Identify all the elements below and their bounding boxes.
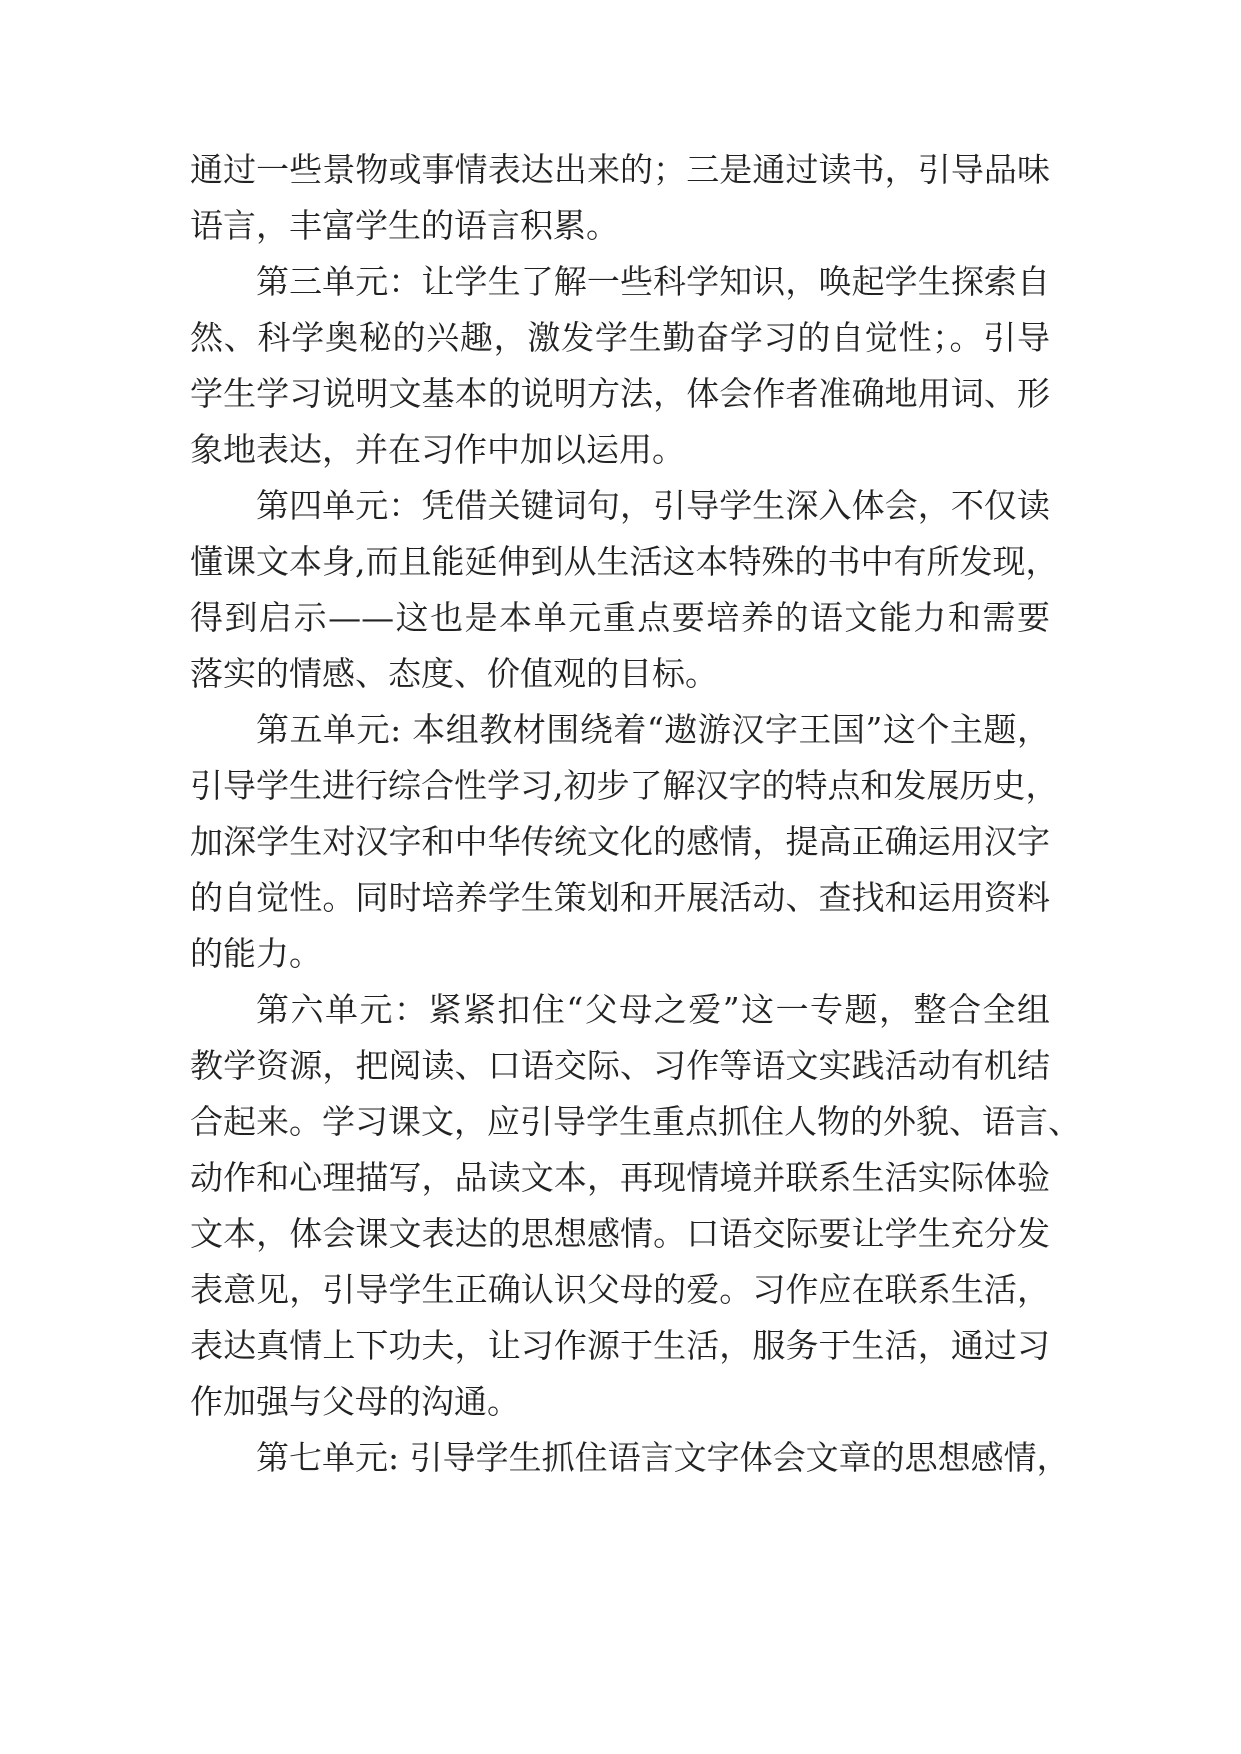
text-line: 的自觉性。同时培养学生策划和开展活动、查找和运用资料 — [190, 878, 1050, 917]
text-line: 然、科学奥秘的兴趣，激发学生勤奋学习的自觉性；。引导 — [190, 318, 1050, 357]
paragraph-first-line: 第四单元：凭借关键词句，引导学生深入体会，不仅读 — [256, 486, 1050, 525]
paragraph-first-line: 第六单元：紧紧扣住“父母之爱”这一专题，整合全组 — [256, 990, 1050, 1029]
text-line: 加深学生对汉字和中华传统文化的感情，提高正确运用汉字 — [190, 822, 1050, 861]
text-line: 得到启示——这也是本单元重点要培养的语文能力和需要 — [190, 598, 1050, 637]
text-line: 表达真情上下功夫，让习作源于生活，服务于生活，通过习 — [190, 1326, 1050, 1365]
text-line: 动作和心理描写，品读文本，再现情境并联系生活实际体验 — [190, 1158, 1050, 1197]
text-line: 学生学习说明文基本的说明方法，体会作者准确地用词、形 — [190, 374, 1050, 413]
text-line: 落实的情感、态度、价值观的目标。 — [190, 654, 718, 693]
text-line: 通过一些景物或事情表达出来的；三是通过读书，引导品味 — [190, 150, 1050, 189]
paragraph-first-line: 第三单元：让学生了解一些科学知识，唤起学生探索自 — [256, 262, 1050, 301]
paragraph-first-line: 第五单元: 本组教材围绕着“遨游汉字王国”这个主题， — [256, 710, 1050, 749]
text-line: 象地表达，并在习作中加以运用。 — [190, 430, 685, 469]
text-line: 的能力。 — [190, 934, 322, 973]
text-line: 语言，丰富学生的语言积累。 — [190, 206, 619, 245]
text-line: 文本，体会课文表达的思想感情。口语交际要让学生充分发 — [190, 1214, 1050, 1253]
text-line: 作加强与父母的沟通。 — [190, 1382, 520, 1421]
text-line: 懂课文本身,而且能延伸到从生活这本特殊的书中有所发现， — [190, 542, 1059, 581]
text-line: 教学资源，把阅读、口语交际、习作等语文实践活动有机结 — [190, 1046, 1050, 1085]
text-line: 合起来。学习课文，应引导学生重点抓住人物的外貌、语言、 — [190, 1102, 1081, 1141]
text-line: 表意见，引导学生正确认识父母的爱。习作应在联系生活， — [190, 1270, 1050, 1309]
text-line: 引导学生进行综合性学习,初步了解汉字的特点和发展历史， — [190, 766, 1059, 805]
paragraph-first-line: 第七单元: 引导学生抓住语言文字体会文章的思想感情， — [256, 1438, 1070, 1477]
